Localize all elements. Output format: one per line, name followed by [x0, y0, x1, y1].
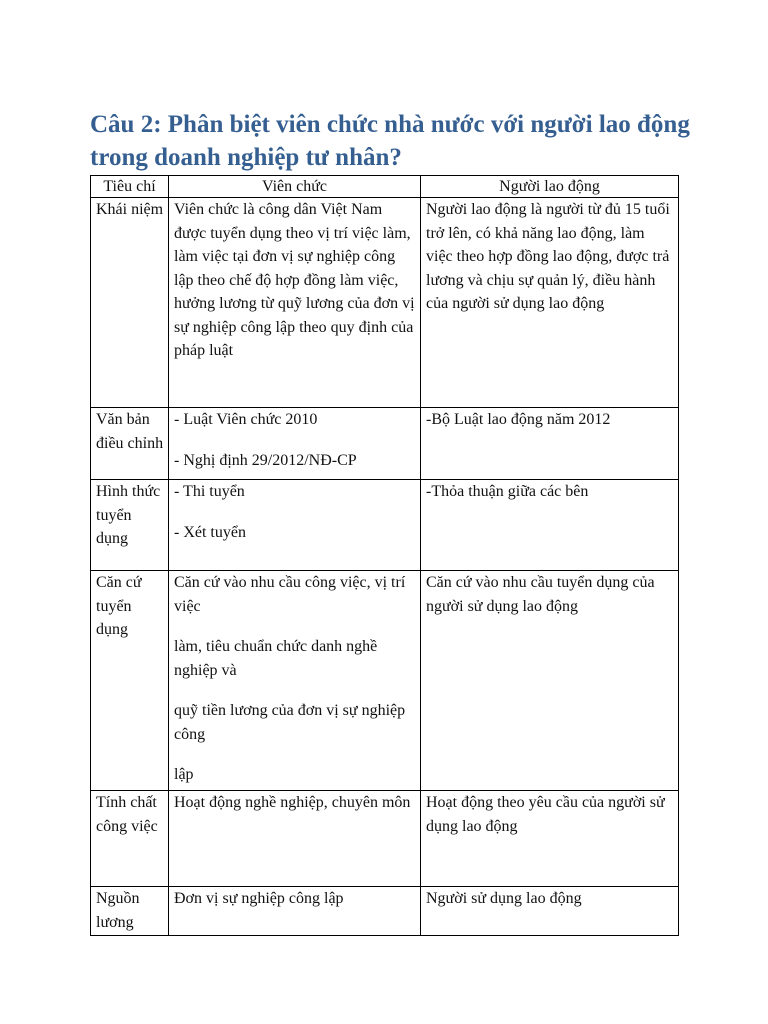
- cell-text: -Thỏa thuận giữa các bên: [426, 483, 589, 500]
- nguoi-lao-dong-cell: [421, 480, 679, 571]
- page-title: Câu 2: Phân biệt viên chức nhà nước với người lao động trong doanh nghiệp tư nhân?: [90, 111, 690, 171]
- table-row-can-cu-tuyen-dung: [91, 571, 679, 791]
- comparison-table: [90, 175, 679, 936]
- nguoi-lao-dong-cell: [421, 791, 679, 887]
- cell-text: Căn cứ vào nhu cầu tuyển dụng của người sử dụng lao động: [426, 574, 655, 615]
- cell-text: - Nghị định 29/2012/NĐ-CP: [174, 451, 357, 469]
- cell-text: lập: [174, 766, 194, 783]
- cell-text: quỹ tiền lương của đơn vị sự nghiệp công: [174, 702, 406, 743]
- cell-text: Hoạt động nghề nghiệp, chuyên môn: [174, 794, 411, 811]
- criterion-cell: Khái niệm: [91, 198, 169, 408]
- cell-text: Căn cứ vào nhu cầu công việc, vị trí việc: [174, 574, 406, 615]
- criterion-cell: Tính chất công việc: [91, 791, 169, 887]
- vien-chuc-cell: [169, 887, 421, 936]
- cell-text: - Xét tuyển: [174, 523, 246, 541]
- vien-chuc-cell: [169, 571, 421, 791]
- nguoi-lao-dong-cell: [421, 887, 679, 936]
- column-header-criterion: Tiêu chí: [91, 176, 169, 198]
- vien-chuc-cell: [169, 791, 421, 887]
- cell-text: -Bộ Luật lao động năm 2012: [426, 411, 611, 428]
- nguoi-lao-dong-cell: [421, 198, 679, 408]
- cell-text: - Thi tuyển: [174, 483, 245, 500]
- cell-text: Đơn vị sự nghiệp công lập: [174, 890, 344, 907]
- column-header-vien-chuc: Viên chức: [169, 176, 421, 198]
- table-row-hinh-thuc-tuyen-dung: [91, 480, 679, 571]
- table-row-khai-niem: [91, 198, 679, 408]
- nguoi-lao-dong-cell: [421, 571, 679, 791]
- criterion-cell: Nguồn lương: [91, 887, 169, 936]
- table-header-row: [91, 176, 679, 198]
- criterion-cell: Căn cứ tuyển dụng: [91, 571, 169, 791]
- cell-text: - Luật Viên chức 2010: [174, 411, 318, 428]
- cell-text: làm, tiêu chuẩn chức danh nghề nghiệp và: [174, 638, 378, 679]
- nguoi-lao-dong-cell: [421, 408, 679, 480]
- table-row-nguon-luong: [91, 887, 679, 936]
- cell-text: Người sử dụng lao động: [426, 890, 582, 907]
- table-row-tinh-chat-cong-viec: [91, 791, 679, 887]
- cell-text: Người lao động là người từ đủ 15 tuổi trở lên, có khả năng lao động, làm việc theo hợp đồng lao động, được trả lương và chịu sự quản lý, điều hành của người sử dụng lao động: [426, 201, 670, 312]
- cell-text: Hoạt động theo yêu cầu của người sử dụng lao động: [426, 794, 665, 835]
- table-row-van-ban-dieu-chinh: [91, 408, 679, 480]
- criterion-cell: Văn bản điều chỉnh: [91, 408, 169, 480]
- vien-chuc-cell: [169, 408, 421, 480]
- cell-text: Viên chức là công dân Việt Nam được tuyển dụng theo vị trí việc làm, làm việc tại đơn vị sự nghiệp công lập theo chế độ hợp đồng làm việc, hưởng lương từ quỹ lương của đơn vị sự nghiệp công lập theo quy định của pháp luật: [174, 201, 415, 359]
- column-header-nguoi-lao-dong: Người lao động: [421, 176, 679, 198]
- criterion-cell: Hình thức tuyển dụng: [91, 480, 169, 571]
- vien-chuc-cell: [169, 480, 421, 571]
- vien-chuc-cell: [169, 198, 421, 408]
